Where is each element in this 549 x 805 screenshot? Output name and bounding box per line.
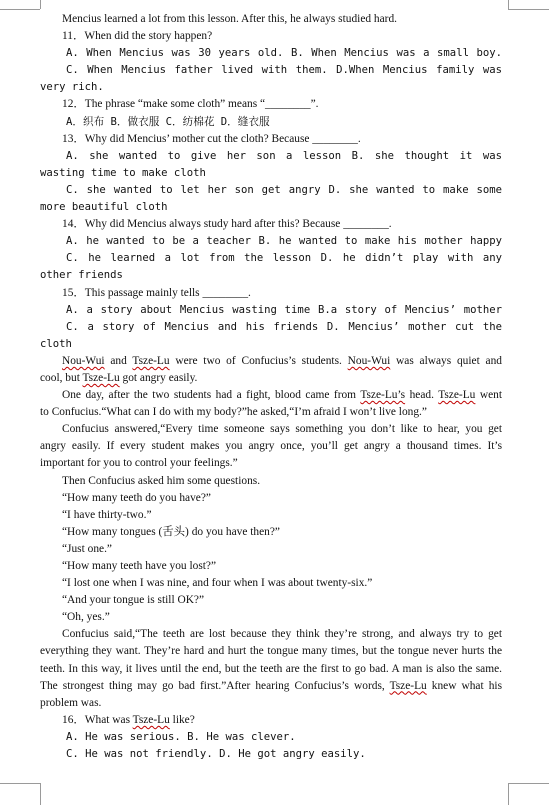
crop-mark-top-right-v bbox=[508, 0, 509, 9]
text-line: teeth. In this way, it lives until the end, but the teeth are the first to go bad. A man is also the same. bbox=[40, 662, 502, 675]
question-line: 16．What was Tsze-Lu like? bbox=[62, 713, 195, 726]
text-line: “Just one.” bbox=[62, 542, 112, 555]
text-line: “And your tongue is still OK?” bbox=[62, 594, 205, 607]
text-line: A. a story about Mencius wasting time B.a story of Mencius’ mother bbox=[66, 303, 502, 316]
text-line: more beautiful cloth bbox=[40, 201, 168, 214]
text-line: C. he learned a lot from the lesson D. he didn’t play with any bbox=[66, 252, 502, 265]
text-line: Confucius answered,“Every time someone says something you don’t like to hear, you get bbox=[62, 423, 502, 436]
text-line: Confucius said,“The teeth are lost because they think they’re strong, and always try to get bbox=[62, 628, 502, 641]
text-line: cool, but Tsze-Lu got angry easily. bbox=[40, 371, 198, 384]
question-line: 14．Why did Mencius always study hard after this? Because ________. bbox=[62, 218, 392, 231]
text-line: Nou-Wui and Tsze-Lu were two of Confucius’s students. Nou-Wui was always quiet and bbox=[62, 354, 502, 367]
text-line: “How many teeth do you have?” bbox=[62, 491, 211, 504]
text-line: One day, after the two students had a fight, blood came from Tsze-Lu’s head. Tsze-Lu went bbox=[62, 389, 502, 402]
text-line: C. He was not friendly. D. He got angry easily. bbox=[66, 748, 366, 761]
text-line: A．织布 B．做衣服 C．纺棉花 D．缝衣服 bbox=[66, 115, 270, 128]
question-line: 11．When did the story happen? bbox=[62, 30, 213, 43]
text-line: wasting time to make cloth bbox=[40, 166, 206, 179]
crop-mark-bottom-left-h bbox=[0, 783, 40, 784]
text-line: The strongest thing may go bad first.”After hearing Confucius’s words, Tsze-Lu knew what his bbox=[40, 679, 502, 692]
text-line: angry easily. If every student makes you angry once, you’ll get angry a thousand times. It’s bbox=[40, 440, 502, 453]
question-line: 12．The phrase “make some cloth” means “________”. bbox=[62, 98, 319, 111]
text-line: C. she wanted to let her son get angry D. she wanted to make some bbox=[66, 183, 502, 196]
text-line: cloth bbox=[40, 337, 72, 350]
text-line: A. He was serious. B. He was clever. bbox=[66, 730, 296, 743]
text-line: A. When Mencius was 30 years old. B. When Mencius was a small boy. bbox=[66, 47, 502, 60]
text-line: Mencius learned a lot from this lesson. After this, he always studied hard. bbox=[62, 13, 397, 25]
text-line: Then Confucius asked him some questions. bbox=[62, 474, 261, 487]
crop-mark-top-left-v bbox=[40, 0, 41, 9]
crop-mark-bottom-right-h bbox=[508, 783, 549, 784]
text-line: “I lost one when I was nine, and four when I was about twenty-six.” bbox=[62, 577, 373, 590]
crop-mark-bottom-right-v bbox=[508, 783, 509, 805]
text-line: “I have thirty-two.” bbox=[62, 508, 152, 521]
text-line: A. he wanted to be a teacher B. he wanted to make his mother happy bbox=[66, 235, 502, 248]
text-line: C. a story of Mencius and his friends D. Mencius’ mother cut the bbox=[66, 320, 502, 333]
text-line: other friends bbox=[40, 269, 123, 282]
text-line: to Confucius.“What can I do with my body?”he asked,“I’m afraid I won’t live long.” bbox=[40, 406, 427, 419]
crop-mark-top-right-h bbox=[508, 9, 549, 10]
question-line: 15．This passage mainly tells ________. bbox=[62, 286, 251, 299]
text-line: C. When Mencius father lived with them. D.When Mencius family was bbox=[66, 64, 502, 77]
text-line: everything they want. They’re hard and hurt the tongue many times, but the tongue never hurts the bbox=[40, 645, 502, 658]
text-line: “Oh, yes.” bbox=[62, 611, 110, 624]
text-line: problem was. bbox=[40, 696, 102, 709]
document-page bbox=[40, 11, 502, 763]
text-line: A. she wanted to give her son a lesson B. she thought it was bbox=[66, 149, 502, 162]
question-line: 13．Why did Mencius’ mother cut the cloth? Because ________. bbox=[62, 132, 361, 145]
text-line: “How many teeth have you lost?” bbox=[62, 560, 217, 572]
text-line: “How many tongues (舌头) do you have then?” bbox=[62, 525, 280, 538]
text-line: important for you to control your feelings.” bbox=[40, 457, 238, 470]
crop-mark-bottom-left-v bbox=[40, 783, 41, 805]
text-line: very rich. bbox=[40, 81, 104, 94]
crop-mark-top-left-h bbox=[0, 9, 40, 10]
